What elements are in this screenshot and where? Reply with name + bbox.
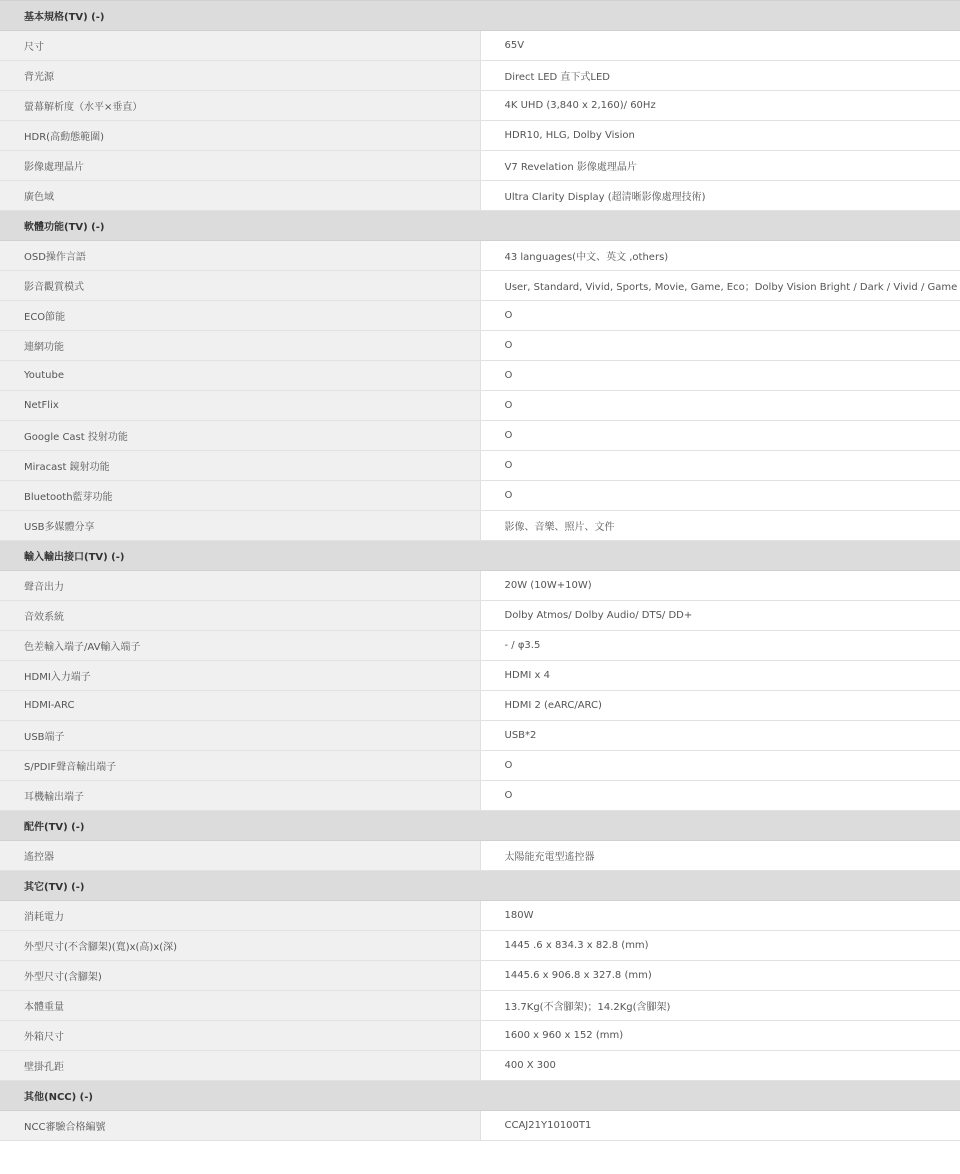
spec-label: HDMI-ARC — [0, 691, 480, 721]
spec-row — [0, 661, 960, 691]
spec-row — [0, 961, 960, 991]
spec-value: User, Standard, Vivid, Sports, Movie, Game, Eco；Dolby Vision Bright / Dark / Vivid / Game — [480, 271, 960, 301]
spec-row — [0, 841, 960, 871]
spec-row — [0, 241, 960, 271]
section-header-row — [0, 541, 960, 571]
spec-label: USB多媒體分享 — [0, 511, 480, 541]
spec-value: Direct LED 直下式LED — [480, 61, 960, 91]
spec-label: USB端子 — [0, 721, 480, 751]
spec-label: HDMI入力端子 — [0, 661, 480, 691]
spec-row — [0, 181, 960, 211]
spec-value: HDMI 2 (eARC/ARC) — [480, 691, 960, 721]
spec-value: Ultra Clarity Display (超清晰影像處理技術) — [480, 181, 960, 211]
spec-value: O — [480, 331, 960, 361]
spec-label: OSD操作言語 — [0, 241, 480, 271]
spec-label: Youtube — [0, 361, 480, 391]
spec-label: 廣色域 — [0, 181, 480, 211]
spec-value: HDMI x 4 — [480, 661, 960, 691]
spec-value: O — [480, 391, 960, 421]
spec-label: 背光源 — [0, 61, 480, 91]
spec-label: 尺寸 — [0, 31, 480, 61]
spec-label: 色差輸入端子/AV輸入端子 — [0, 631, 480, 661]
section-header-row — [0, 1, 960, 31]
spec-label: ECO節能 — [0, 301, 480, 331]
section-header-row — [0, 211, 960, 241]
spec-row — [0, 481, 960, 511]
spec-value: 太陽能充電型遙控器 — [480, 841, 960, 871]
spec-value: 4K UHD (3,840 x 2,160)/ 60Hz — [480, 91, 960, 121]
spec-value: 400 X 300 — [480, 1051, 960, 1081]
spec-row — [0, 691, 960, 721]
spec-value: 65V — [480, 31, 960, 61]
spec-row — [0, 721, 960, 751]
section-title: 基本規格(TV) (-) — [0, 1, 960, 31]
spec-value: V7 Revelation 影像處理晶片 — [480, 151, 960, 181]
section-header-row — [0, 871, 960, 901]
spec-label: 外型尺寸(不含腳架)(寬)x(高)x(深) — [0, 931, 480, 961]
spec-label: 聲音出力 — [0, 571, 480, 601]
spec-value: 1445 .6 x 834.3 x 82.8 (mm) — [480, 931, 960, 961]
spec-label: 壁掛孔距 — [0, 1051, 480, 1081]
spec-value: CCAJ21Y10100T1 — [480, 1111, 960, 1141]
spec-row — [0, 901, 960, 931]
spec-row — [0, 391, 960, 421]
spec-label: 音效系統 — [0, 601, 480, 631]
spec-value: O — [480, 451, 960, 481]
spec-row — [0, 751, 960, 781]
spec-value: 43 languages(中文、英文 ,others) — [480, 241, 960, 271]
spec-row — [0, 331, 960, 361]
spec-value: 1445.6 x 906.8 x 327.8 (mm) — [480, 961, 960, 991]
spec-value: 1600 x 960 x 152 (mm) — [480, 1021, 960, 1051]
spec-table-body — [0, 1, 960, 1141]
spec-label: 本體重量 — [0, 991, 480, 1021]
spec-label: 消耗電力 — [0, 901, 480, 931]
spec-value: HDR10, HLG, Dolby Vision — [480, 121, 960, 151]
section-title: 軟體功能(TV) (-) — [0, 211, 960, 241]
spec-label: S/PDIF聲音輸出端子 — [0, 751, 480, 781]
spec-value: - / φ3.5 — [480, 631, 960, 661]
spec-row — [0, 781, 960, 811]
spec-value: O — [480, 481, 960, 511]
spec-value: O — [480, 781, 960, 811]
spec-value: O — [480, 361, 960, 391]
spec-row — [0, 631, 960, 661]
spec-row — [0, 361, 960, 391]
spec-label: Bluetooth藍芽功能 — [0, 481, 480, 511]
spec-row — [0, 91, 960, 121]
spec-row — [0, 1051, 960, 1081]
spec-row — [0, 511, 960, 541]
spec-row — [0, 31, 960, 61]
spec-label: Miracast 鏡射功能 — [0, 451, 480, 481]
spec-row — [0, 271, 960, 301]
spec-label: 耳機輸出端子 — [0, 781, 480, 811]
spec-row — [0, 61, 960, 91]
spec-value: O — [480, 421, 960, 451]
section-header-row — [0, 1081, 960, 1111]
spec-label: NCC審驗合格編號 — [0, 1111, 480, 1141]
spec-label: 遙控器 — [0, 841, 480, 871]
spec-value: 影像、音樂、照片、文件 — [480, 511, 960, 541]
spec-row — [0, 301, 960, 331]
spec-label: 影音觀賞模式 — [0, 271, 480, 301]
spec-row — [0, 1021, 960, 1051]
section-title: 其它(TV) (-) — [0, 871, 960, 901]
section-title: 輸入輸出接口(TV) (-) — [0, 541, 960, 571]
spec-label: 連網功能 — [0, 331, 480, 361]
section-title: 其他(NCC) (-) — [0, 1081, 960, 1111]
spec-value: USB*2 — [480, 721, 960, 751]
spec-label: 螢幕解析度（水平×垂直） — [0, 91, 480, 121]
section-header-row — [0, 811, 960, 841]
spec-value: 13.7Kg(不含腳架)；14.2Kg(含腳架) — [480, 991, 960, 1021]
spec-value: O — [480, 751, 960, 781]
spec-value: Dolby Atmos/ Dolby Audio/ DTS/ DD+ — [480, 601, 960, 631]
spec-label: Google Cast 投射功能 — [0, 421, 480, 451]
spec-label: NetFlix — [0, 391, 480, 421]
spec-value: 180W — [480, 901, 960, 931]
spec-row — [0, 991, 960, 1021]
spec-label: 外箱尺寸 — [0, 1021, 480, 1051]
spec-value: 20W (10W+10W) — [480, 571, 960, 601]
spec-row — [0, 421, 960, 451]
spec-value: O — [480, 301, 960, 331]
spec-row — [0, 121, 960, 151]
spec-label: HDR(高動態範圍) — [0, 121, 480, 151]
spec-row — [0, 451, 960, 481]
spec-row — [0, 931, 960, 961]
section-title: 配件(TV) (-) — [0, 811, 960, 841]
spec-row — [0, 151, 960, 181]
spec-label: 影像處理晶片 — [0, 151, 480, 181]
spec-row — [0, 1111, 960, 1141]
spec-label: 外型尺寸(含腳架) — [0, 961, 480, 991]
spec-row — [0, 601, 960, 631]
spec-row — [0, 571, 960, 601]
